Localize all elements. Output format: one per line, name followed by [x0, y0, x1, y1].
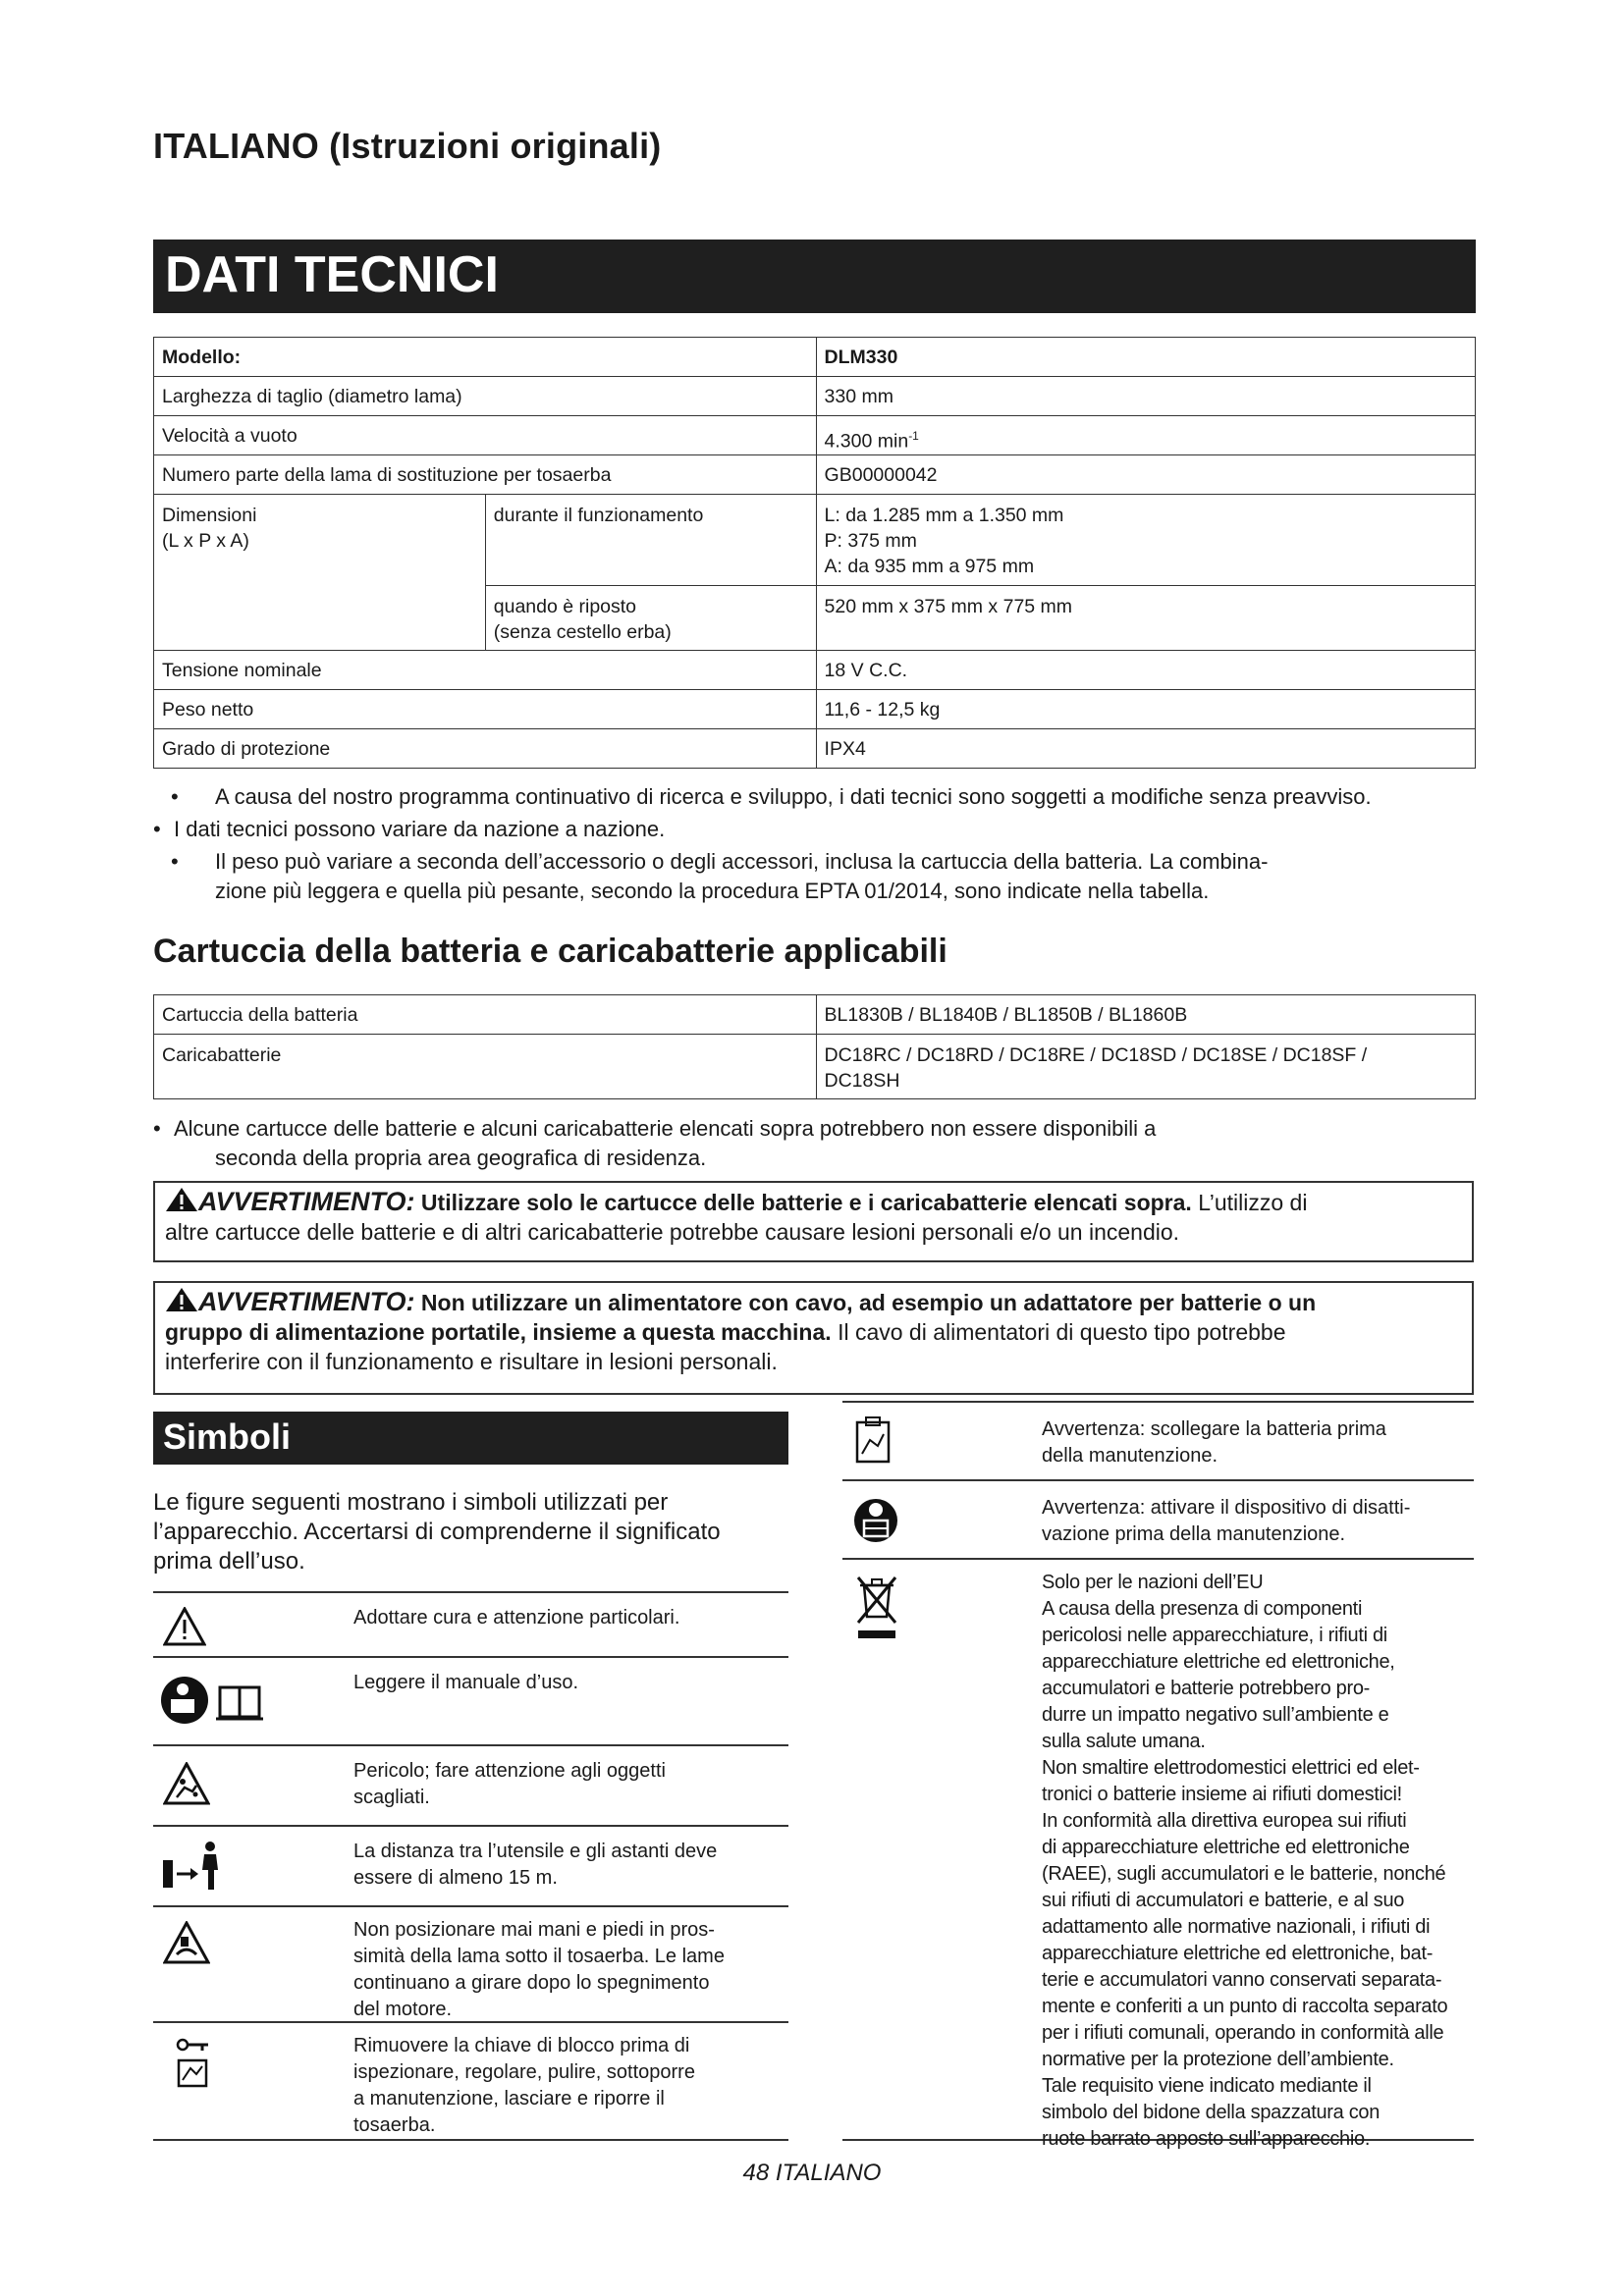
spec-label: Peso netto [162, 699, 254, 721]
spec-superscript: -1 [908, 429, 919, 443]
symbol-text: Avvertenza: scollegare la batteria prima della manutenzione. [1042, 1418, 1386, 1467]
spec-table [153, 337, 1476, 769]
warning-bold-text: gruppo di alimentazione portatile, insieme a questa macchina. [165, 1319, 832, 1345]
warning-text: interferire con il funzionamento e risultare in lesioni personali. [165, 1349, 778, 1374]
symbol-row [842, 1479, 1474, 1560]
bystander-distance-icon [161, 1839, 226, 1894]
spec-label: Numero parte della lama di sostituzione per tosaerba [162, 464, 612, 486]
spec-label: Larghezza di taglio (diametro lama) [162, 386, 462, 407]
warning-triangle-icon [163, 1607, 206, 1646]
charger-value: DC18RC / DC18RD / DC18RE / DC18SD / DC18SE / DC18SF / [824, 1044, 1368, 1066]
warning-label: AVVERTIMENTO: [198, 1187, 415, 1216]
spec-row-speed [154, 416, 1476, 455]
blade-hazard-icon [163, 1921, 210, 1964]
spec-row-cut-width [154, 377, 1476, 416]
read-manual-icon [159, 1672, 267, 1729]
symbol-text: La distanza tra l’utensile e gli astanti deve essere di almeno 15 m. [353, 1841, 718, 1889]
spec-value: A: da 935 mm a 975 mm [824, 556, 1035, 577]
battery-table [153, 994, 1476, 1099]
warning-bold-text: Utilizzare solo le cartucce delle batterie e i caricabatterie elencati sopra. [420, 1190, 1192, 1215]
note-item: • Il peso può variare a seconda dell’accessorio o degli accessori, inclusa la cartuccia della batteria. La combina- zione più leggera e quella più pesante, secondo la procedura EPTA 01/2014, sono indicate nella tabella. [171, 849, 1269, 903]
symbol-row [153, 1744, 788, 1827]
battery-row [154, 995, 1476, 1035]
spec-row-weight [154, 690, 1476, 729]
symbol-text: Avvertenza: attivare il dispositivo di disatti- vazione prima della manutenzione. [1042, 1497, 1411, 1545]
weee-bin-icon [854, 1574, 899, 1642]
spec-value: 520 mm x 375 mm x 775 mm [824, 596, 1073, 617]
symbol-row [842, 1558, 1474, 2150]
section-banner-dati-tecnici [153, 240, 1476, 313]
spec-value: DLM330 [824, 347, 898, 368]
warning-label: AVVERTIMENTO: [198, 1287, 415, 1316]
battery-section-heading: Cartuccia della batteria e caricabatterie applicabili [153, 933, 947, 970]
symbol-text: Leggere il manuale d’uso. [353, 1672, 579, 1693]
warning-box-2 [153, 1281, 1474, 1395]
spec-sublabel: durante il funzionamento [493, 505, 704, 526]
warning-text: altre cartucce delle batterie e di altri caricabatterie potrebbe causare lesioni personali e/o un incendio. [165, 1219, 1180, 1245]
spec-row-blade-part [154, 455, 1476, 495]
note-item: • I dati tecnici possono variare da nazione a nazione. [153, 817, 666, 841]
spec-label: Tensione nominale [162, 660, 322, 681]
spec-value: IPX4 [824, 738, 866, 760]
spec-label: Grado di protezione [162, 738, 331, 760]
spec-label: (L x P x A) [162, 530, 249, 552]
symbol-row [153, 1825, 788, 1907]
symbol-row [153, 1591, 788, 1658]
spec-value: 330 mm [824, 386, 893, 407]
spec-label: Dimensioni [162, 505, 257, 526]
page-language-title: ITALIANO (Istruzioni originali) [153, 126, 662, 166]
warning-triangle-icon [165, 1187, 198, 1212]
warning-bold-text: Non utilizzare un alimentatore con cavo, ad esempio un adattatore per batterie o un [420, 1290, 1317, 1315]
lock-key-icon [175, 2035, 214, 2094]
charger-value: DC18SH [824, 1070, 900, 1092]
battery-note: • Alcune cartucce delle batterie e alcuni caricabatterie elencati sopra potrebbero non essere disponibili a seconda della propria area geografica di residenza. [153, 1116, 1157, 1170]
section-banner-simboli [153, 1412, 788, 1465]
spec-value: 11,6 - 12,5 kg [824, 699, 941, 721]
spec-label: Modello: [162, 347, 242, 368]
spec-sublabel: quando è riposto [493, 596, 637, 617]
symbol-text: Solo per le nazioni dell’EU A causa della presenza di componenti pericolosi nelle apparecchiature, i rifiuti di apparecchiature elettriche ed elettroniche, accumulatori e batterie potrebbero pro- durre un impatto negativo sull’ambiente e sulla salute umana. Non smaltire elettrodomestici elettrici ed elet- tronici o batterie insieme ai rifiuti domestici! In conformità alla direttiva europea sui rifiuti di apparecchiature elettriche ed elettroniche (RAEE), sugli accumulatori e le batterie, nonché sui rifiuti di accumulatori e batterie, e al suo adattamento alle normative nazionali, i rifiuti di apparecchiature elettriche ed elettroniche, bat- terie e accumulatori vanno conservati separata- mente e conferiti a un punto di raccolta separato per i rifiuti comunali, operando in conformità alle normative per la protezione dell’ambiente. Tale requisito viene indicato mediante il simbolo del bidone della spazzatura con ruote barrato apposto sull’apparecchio. [1042, 1572, 1448, 2150]
warning-triangle-icon [165, 1287, 198, 1312]
symbol-text: Adottare cura e attenzione particolari. [353, 1607, 680, 1629]
spec-value: GB00000042 [824, 464, 938, 486]
section-title: DATI TECNICI [165, 246, 499, 303]
disconnect-battery-icon [854, 1415, 893, 1466]
battery-label: Cartuccia della batteria [162, 1004, 358, 1026]
spec-row-protection [154, 729, 1476, 769]
spec-value: 4.300 min [824, 430, 909, 453]
spec-row-dims-operating [154, 495, 1476, 586]
symbol-row [153, 1656, 788, 1746]
spec-label: Velocità a vuoto [162, 425, 298, 447]
symbol-row [153, 2021, 788, 2141]
disable-device-icon [852, 1495, 899, 1546]
charger-row [154, 1035, 1476, 1099]
spec-value: L: da 1.285 mm a 1.350 mm [824, 505, 1064, 526]
spec-value: P: 375 mm [824, 530, 917, 552]
thrown-objects-icon [163, 1762, 210, 1805]
battery-value: BL1830B / BL1840B / BL1850B / BL1860B [824, 1004, 1188, 1026]
symbol-text: Non posizionare mai mani e piedi in pros- simità della lama sotto il tosaerba. Le lame continuano a girare dopo lo spegnimento del motore. [353, 1919, 725, 2020]
spec-row-model [154, 338, 1476, 377]
warning-box-1 [153, 1181, 1474, 1262]
symbol-row [153, 1905, 788, 2023]
symbols-intro: Le figure seguenti mostrano i simboli utilizzati per l’apparecchio. Accertarsi di comprenderne il significato prima dell’uso. [153, 1489, 721, 1575]
symbol-text: Pericolo; fare attenzione agli oggetti scagliati. [353, 1760, 666, 1808]
warning-text: L’utilizzo di [1198, 1190, 1308, 1215]
symbol-row [842, 1401, 1474, 1481]
page-footer: 48 ITALIANO [742, 2160, 882, 2186]
section-title: Simboli [163, 1416, 292, 1457]
warning-text: Il cavo di alimentatori di questo tipo potrebbe [838, 1319, 1286, 1345]
spec-value: 18 V C.C. [824, 660, 908, 681]
spec-notes [153, 782, 1479, 906]
spec-sublabel: (senza cestello erba) [493, 621, 672, 643]
note-item: • A causa del nostro programma continuativo di ricerca e sviluppo, i dati tecnici sono soggetti a modifiche senza preavviso. [171, 784, 1372, 809]
symbol-text: Rimuovere la chiave di blocco prima di ispezionare, regolare, pulire, sottoporre a manutenzione, lasciare e riporre il tosaerba. [353, 2035, 695, 2136]
spec-row-voltage [154, 651, 1476, 690]
charger-label: Caricabatterie [162, 1044, 282, 1066]
